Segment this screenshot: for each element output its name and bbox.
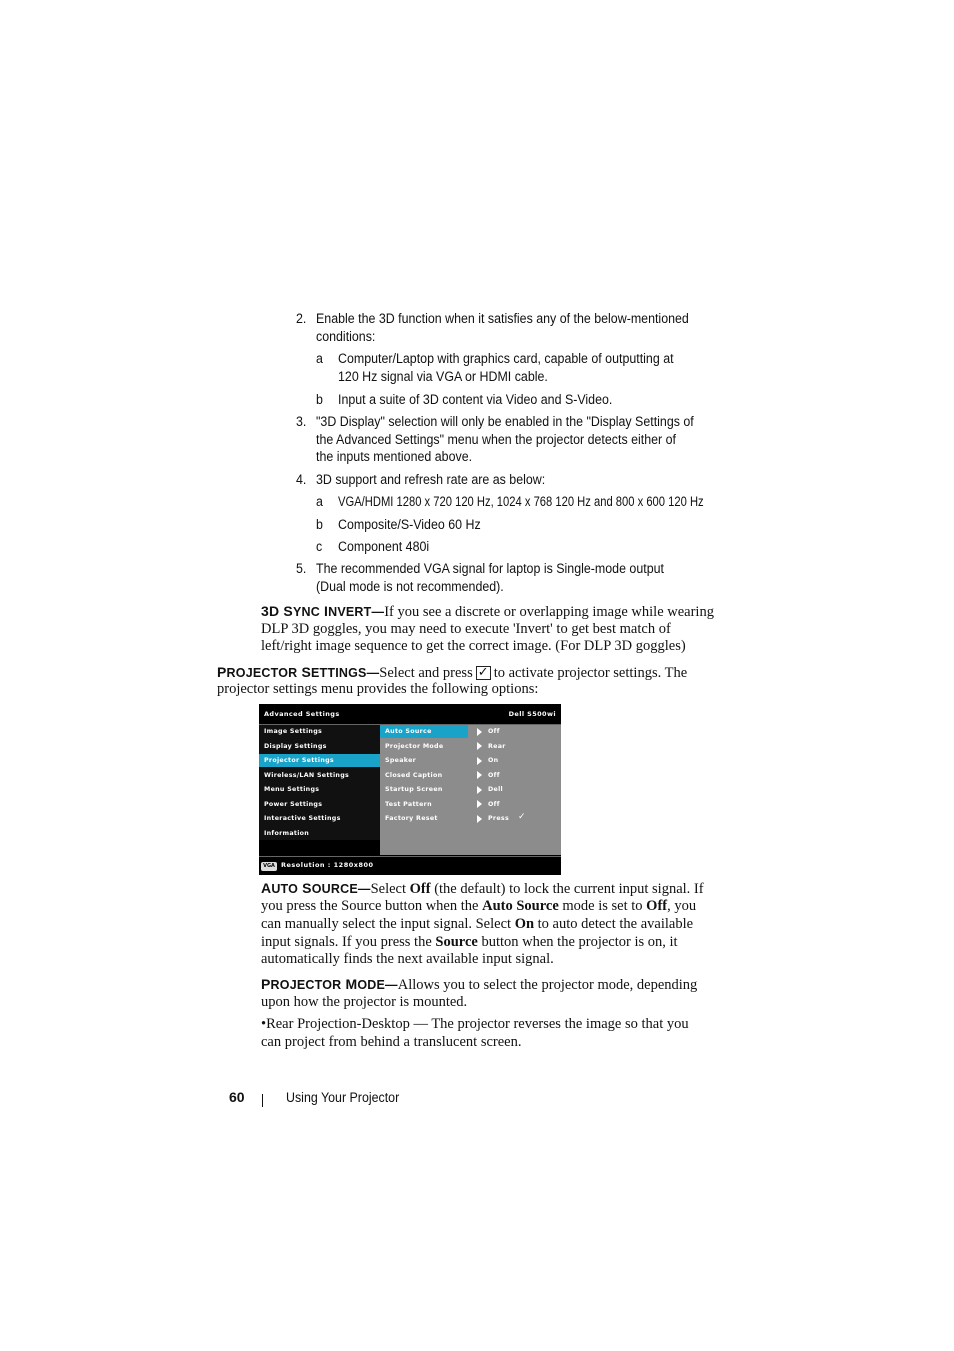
list-text: Enable the 3D function when it satisfies any of the below-mentioned <box>316 311 689 326</box>
auto-source-heading: AUTO SOURCE— <box>261 880 371 896</box>
footer-divider <box>262 1094 263 1107</box>
osd-menu-item[interactable]: Power Settings <box>264 800 323 808</box>
osd-option-label[interactable]: Speaker <box>385 757 417 764</box>
osd-options-panel <box>380 725 561 855</box>
vga-icon: VGA <box>261 862 277 871</box>
arrow-right-icon <box>477 728 482 736</box>
osd-title: Advanced Settings <box>264 710 340 718</box>
osd-option-value: Dell <box>488 786 504 793</box>
list-text: 120 Hz signal via VGA or HDMI cable. <box>338 369 548 384</box>
list-number: 3. <box>296 414 307 429</box>
osd-menu-item[interactable]: Wireless/LAN Settings <box>264 771 350 779</box>
osd-option-label[interactable]: Projector Mode <box>385 742 444 750</box>
list-number: 4. <box>296 472 307 487</box>
osd-option-label[interactable]: Closed Caption <box>385 771 443 779</box>
auto-source-paragraph: AUTO SOURCE—Select Off (the default) to lock the current input signal. If <box>261 880 704 897</box>
enter-check-icon <box>476 666 491 680</box>
list-text: "3D Display" selection will only be enabled in the "Display Settings of <box>316 414 694 429</box>
list-text: VGA/HDMI 1280 x 720 120 Hz, 1024 x 768 120 Hz and 800 x 600 120 Hz <box>338 494 704 509</box>
osd-option-label[interactable]: Factory Reset <box>385 815 438 822</box>
osd-resolution: Resolution : 1280x800 <box>281 861 374 869</box>
osd-menu-item[interactable]: Menu Settings <box>264 786 320 793</box>
projector-settings-paragraph: PROJECTOR SETTINGS—Select and press✓ to activate projector settings. The <box>217 664 687 683</box>
paragraph-line: you press the Source button when the Auto Source mode is set to Off, you <box>261 898 697 914</box>
projector-mode-paragraph: PROJECTOR MODE—Allows you to select the projector mode, depending <box>261 976 698 993</box>
paragraph-line: can manually select the input signal. Select On to auto detect the available <box>261 916 694 932</box>
list-letter: b <box>316 392 323 407</box>
osd-menu-item-selected[interactable]: Projector Settings <box>259 754 380 767</box>
osd-menu-item[interactable]: Display Settings <box>264 742 327 750</box>
bullet-line: can project from behind a translucent screen. <box>261 1034 522 1050</box>
osd-option-value: On <box>488 757 499 764</box>
list-text: the inputs mentioned above. <box>316 449 473 464</box>
osd-option-label[interactable]: Auto Source <box>385 728 432 735</box>
list-text: (Dual mode is not recommended). <box>316 579 504 594</box>
osd-left-menu <box>259 725 380 840</box>
sync-invert-paragraph: 3D SYNC INVERT—If you see a discrete or overlapping image while wearing <box>261 603 714 620</box>
arrow-right-icon <box>477 800 482 808</box>
osd-menu-item[interactable]: Interactive Settings <box>264 815 341 822</box>
list-text: Component 480i <box>338 539 430 554</box>
osd-option-value: Press <box>488 815 509 822</box>
list-letter: c <box>316 539 323 554</box>
list-text: 3D support and refresh rate are as below: <box>316 472 546 487</box>
osd-option-value: Off <box>488 728 500 735</box>
list-text: conditions: <box>316 329 376 344</box>
arrow-right-icon <box>477 815 482 823</box>
list-text: Computer/Laptop with graphics card, capable of outputting at <box>338 351 674 366</box>
footer-title: Using Your Projector <box>286 1090 400 1105</box>
paragraph-line: projector settings menu provides the following options: <box>217 681 539 697</box>
list-text: Composite/S-Video 60 Hz <box>338 517 481 532</box>
osd-option-value: Off <box>488 771 500 779</box>
arrow-right-icon <box>477 771 482 779</box>
bullet-line: •Rear Projection-Desktop — The projector reverses the image so that you <box>261 1016 689 1032</box>
paragraph-line: upon how the projector is mounted. <box>261 994 468 1010</box>
page-number: 60 <box>229 1089 245 1105</box>
osd-model: Dell S500wi <box>508 710 556 718</box>
projector-mode-heading: PROJECTOR MODE— <box>261 976 398 992</box>
osd-option-label[interactable]: Startup Screen <box>385 786 443 793</box>
list-text: The recommended VGA signal for laptop is Single-mode output <box>316 561 664 576</box>
paragraph-line: automatically finds the next available input signal. <box>261 951 554 967</box>
osd-option-value: Rear <box>488 742 506 750</box>
osd-menu <box>259 704 561 874</box>
osd-option-value: Off <box>488 800 500 808</box>
arrow-right-icon <box>477 757 482 765</box>
list-letter: b <box>316 517 323 532</box>
osd-option-label[interactable]: Test Pattern <box>385 800 432 808</box>
arrow-right-icon <box>477 742 482 750</box>
check-icon: ✓ <box>518 812 526 822</box>
projector-settings-heading: PROJECTOR SETTINGS— <box>217 664 380 680</box>
osd-footer <box>259 856 561 875</box>
osd-header <box>259 704 561 725</box>
osd-menu-item[interactable]: Image Settings <box>264 728 323 735</box>
list-letter: a <box>316 494 323 509</box>
list-letter: a <box>316 351 323 366</box>
list-text: Input a suite of 3D content via Video and S-Video. <box>338 392 613 407</box>
list-number: 5. <box>296 561 307 576</box>
paragraph-line: input signals. If you press the Source button when the projector is on, it <box>261 934 678 950</box>
paragraph-line: left/right image sequence to get the correct image. (For DLP 3D goggles) <box>261 638 686 654</box>
arrow-right-icon <box>477 786 482 794</box>
sync-invert-heading: 3D SYNC INVERT— <box>261 603 385 619</box>
paragraph-line: DLP 3D goggles, you may need to execute 'Invert' to get best match of <box>261 621 671 637</box>
list-number: 2. <box>296 311 307 326</box>
osd-menu-item[interactable]: Information <box>264 829 310 837</box>
list-text: the Advanced Settings" menu when the projector detects either of <box>316 432 676 447</box>
